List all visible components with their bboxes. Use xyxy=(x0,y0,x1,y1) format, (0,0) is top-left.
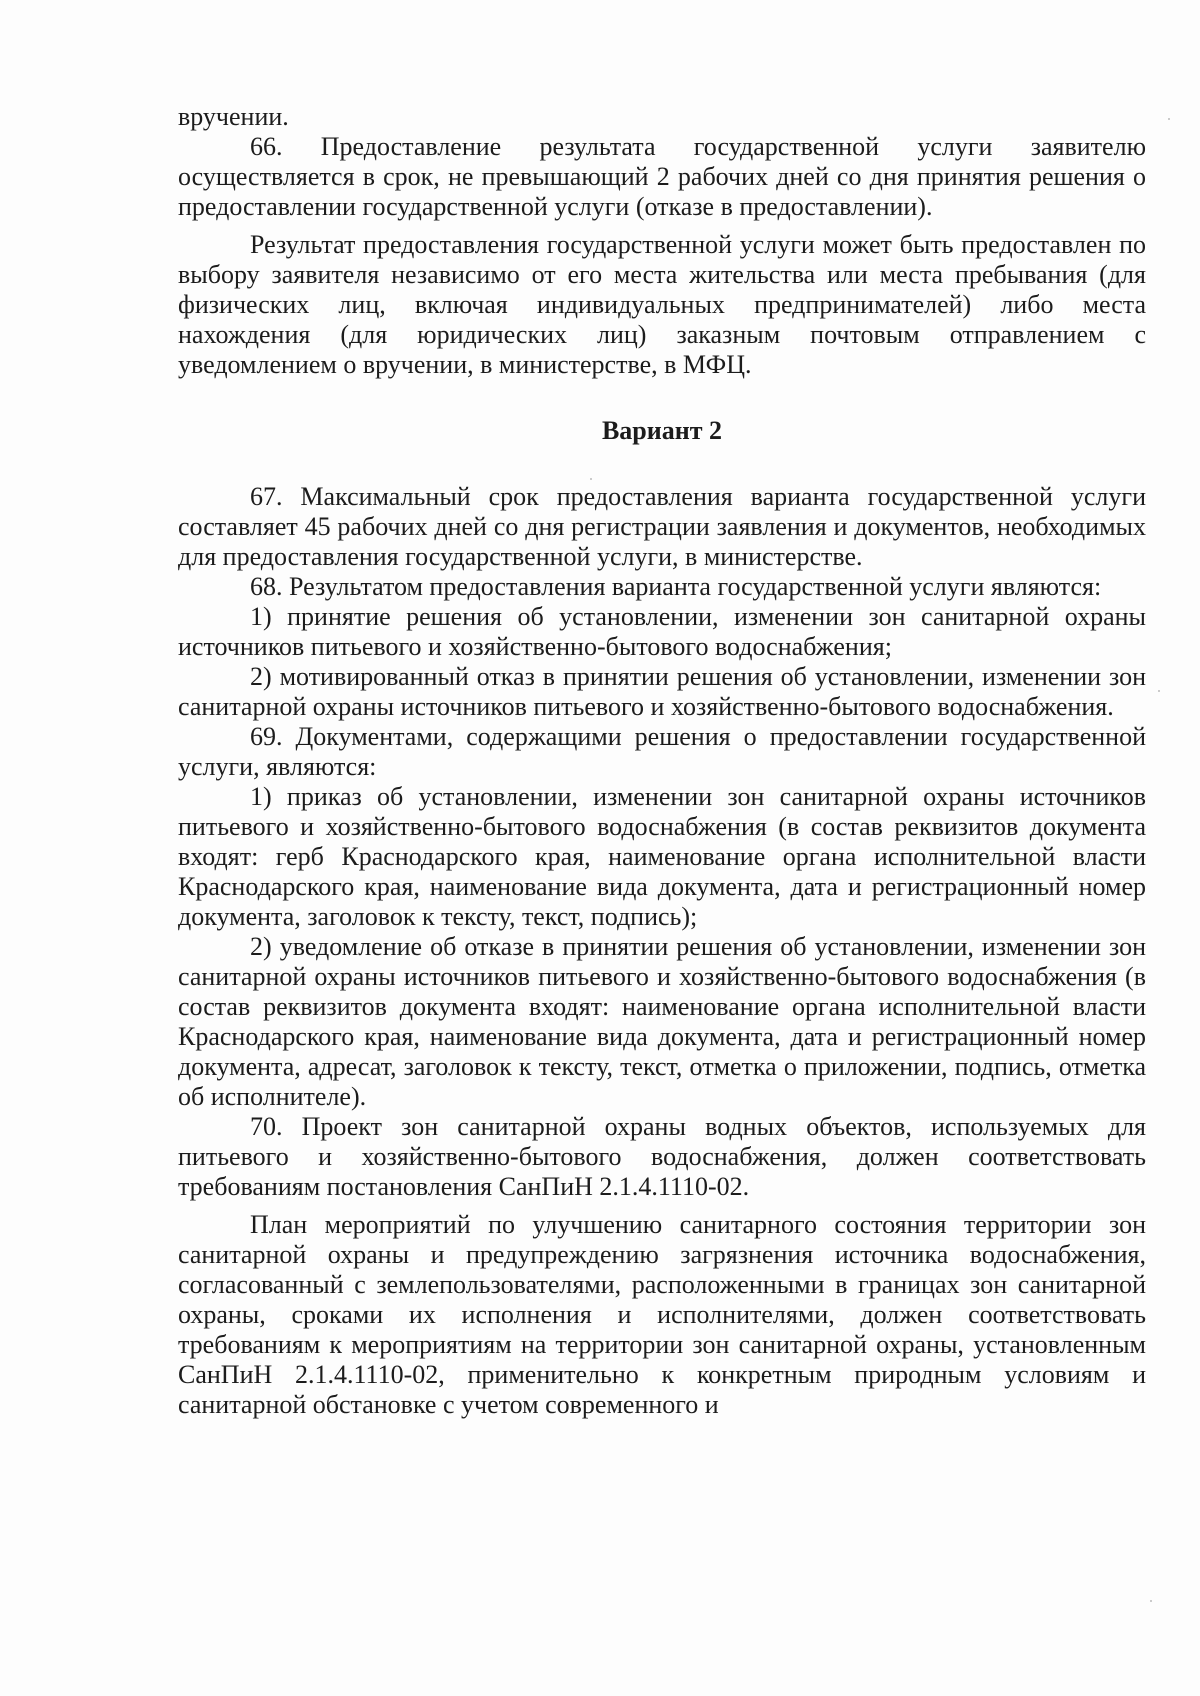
section-heading: Вариант 2 xyxy=(601,416,723,445)
list-item-69-1: 1) приказ об установлении, изменении зон санитарной охраны источников питьевого и хозяйственно-бытового водоснабжения (в состав реквизитов документа входят: герб Краснодарского края, наименование органа исполнительной власти Краснодарского края, наименование вида документа, дата и регистрационный номер документа, заголовок к тексту, текст, подпись); xyxy=(178,782,1146,931)
scan-speck xyxy=(1168,118,1170,120)
paragraph-result: Результат предоставления государственной услуги может быть предоставлен по выбору заявителя независимо от его места жительства или места пребывания (для физических лиц, включая индивидуальных предпринимателей) либо места нахождения (для юридических лиц) заказным почтовым отправлением с уведомлением о вручении, в министерстве, в МФЦ. xyxy=(178,230,1146,379)
paragraph-69: 69. Документами, содержащими решения о предоставлении государственной услуги, являются: xyxy=(178,722,1146,781)
scan-speck xyxy=(1150,1600,1152,1602)
paragraph-70: 70. Проект зон санитарной охраны водных объектов, используемых для питьевого и хозяйственно-бытового водоснабжения, должен соответствовать требованиям постановления СанПиН 2.1.4.1110-02. xyxy=(178,1112,1146,1201)
paragraph-68: 68. Результатом предоставления варианта государственной услуги являются: xyxy=(250,572,1102,601)
paragraph-66: 66. Предоставление результата государственной услуги заявителю осуществляется в срок, не превышающий 2 рабочих дней со дня принятия решения о предоставлении государственной услуги (отказе в предоставлении). xyxy=(178,132,1146,221)
paragraph-plan: План мероприятий по улучшению санитарного состояния территории зон санитарной охраны и предупреждению загрязнения источника водоснабжения, согласованный с землепользователями, расположенными в границах зон санитарной охраны, сроками их исполнения и исполнителями, должен соответствовать требованиям к мероприятиям на территории зон санитарной охраны, установленным СанПиН 2.1.4.1110-02, применительно к конкретным природным условиям и санитарной обстановке с учетом современного и xyxy=(178,1210,1146,1419)
paragraph-continuation: вручении. xyxy=(178,102,289,131)
list-item-68-2: 2) мотивированный отказ в принятии решения об установлении, изменении зон санитарной охраны источников питьевого и хозяйственно-бытового водоснабжения. xyxy=(178,662,1146,721)
scan-speck xyxy=(1158,690,1160,692)
document-body xyxy=(178,102,1146,1420)
list-item-68-1: 1) принятие решения об установлении, изменении зон санитарной охраны источников питьевого и хозяйственно-бытового водоснабжения; xyxy=(178,602,1146,661)
list-item-69-2: 2) уведомление об отказе в принятии решения об установлении, изменении зон санитарной охраны источников питьевого и хозяйственно-бытового водоснабжения (в состав реквизитов документа входят: наименование органа исполнительной власти Краснодарского края, наименование вида документа, дата и регистрационный номер документа, адресат, заголовок к тексту, текст, отметка о приложении, подпись, отметка об исполнителе). xyxy=(178,932,1146,1111)
scan-speck xyxy=(590,478,592,480)
paragraph-67: 67. Максимальный срок предоставления варианта государственной услуги составляет 45 рабочих дней со дня регистрации заявления и документов, необходимых для предоставления государственной услуги, в министерстве. xyxy=(178,482,1146,571)
